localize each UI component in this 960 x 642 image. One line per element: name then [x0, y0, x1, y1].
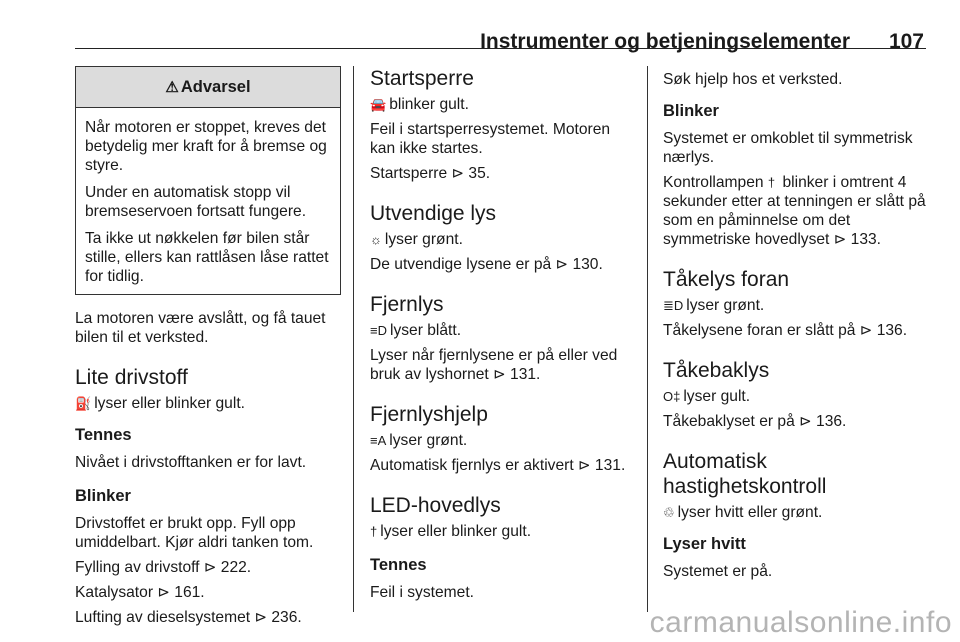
- reference-arrow-icon: ⊳: [555, 256, 569, 273]
- reference-label: Lufting av dieselsystemet: [75, 609, 251, 626]
- section-heading-led-hovedlys: LED-hovedlys: [370, 494, 501, 517]
- status-line: [370, 522, 635, 541]
- reference-arrow-icon: ⊳: [799, 413, 812, 430]
- reference-page[interactable]: 35.: [468, 165, 491, 182]
- body-text: [663, 321, 931, 340]
- body-text-main: Tåkelysene foran er slått på: [663, 322, 856, 339]
- body-text-main: Kontrollampen: [663, 174, 764, 191]
- status-text: lyser grønt.: [686, 297, 765, 314]
- section-heading-hastighetskontroll: hastighetskontroll: [663, 475, 827, 498]
- status-line: [75, 394, 341, 413]
- body-text: Systemet er omkoblet til symmetrisk nærlys.: [663, 130, 913, 166]
- sub-heading-tennes: Tennes: [370, 556, 427, 574]
- body-text-main: Automatisk fjernlys er aktivert: [370, 457, 574, 474]
- warning-title: Advarsel: [180, 77, 251, 96]
- section-heading-startsperre: Startsperre: [370, 67, 474, 90]
- body-text: Drivstoffet er brukt opp. Fyll opp umiddelbart. Kjør aldri tanken tom.: [75, 515, 314, 551]
- warning-header: [76, 67, 340, 108]
- watermark: carmanualsonline.info: [649, 606, 952, 639]
- sub-heading-lyser-hvitt: Lyser hvitt: [663, 535, 746, 553]
- body-text: Feil i systemet.: [370, 584, 474, 601]
- section-heading-automatisk: Automatisk: [663, 450, 767, 473]
- reference-arrow-icon: ⊳: [493, 366, 506, 383]
- towing-paragraph: La motoren være avslått, og få tauet bilen til et verksted.: [75, 310, 326, 346]
- body-text-main: Tåkebaklyset er på: [663, 413, 795, 430]
- rear-fog-light-icon: O‡: [663, 389, 681, 404]
- status-text: lyser eller blinker gult.: [380, 523, 532, 540]
- status-text: blinker gult.: [389, 96, 469, 113]
- cross-reference: [75, 558, 341, 577]
- body-text: Nivået i drivstofftanken er for lavt.: [75, 454, 307, 471]
- high-beam-icon: ≡D: [370, 323, 387, 338]
- warning-paragraph: Når motoren er stoppet, kreves det betydelig mer kraft for å bremse og styre.: [85, 119, 327, 174]
- high-beam-assist-icon: ≡A: [370, 433, 387, 448]
- sub-heading-blinker: Blinker: [663, 102, 719, 120]
- status-line: [370, 95, 635, 114]
- body-text-main: De utvendige lysene er på: [370, 256, 552, 273]
- led-headlight-icon: †: [767, 175, 776, 190]
- status-line: [663, 387, 931, 406]
- status-line: [663, 503, 931, 522]
- status-line: [663, 296, 931, 315]
- reference-arrow-icon: ⊳: [578, 457, 591, 474]
- reference-page[interactable]: 131.: [594, 457, 626, 474]
- reference-arrow-icon: ⊳: [451, 165, 465, 182]
- fuel-pump-icon: ⛽: [75, 396, 92, 411]
- status-text: lyser eller blinker gult.: [94, 395, 245, 412]
- body-text: Systemet er på.: [663, 563, 773, 580]
- sub-heading-blinker: Blinker: [75, 487, 131, 505]
- body-text: [370, 346, 635, 384]
- cross-reference: [75, 583, 341, 602]
- sub-heading-tennes: Tennes: [75, 426, 132, 444]
- body-text-main: blinker i omtrent 4 sekunder etter at tenningen er slått på som en påminnelse om det symmetriske hovedlyset: [663, 174, 926, 248]
- status-text: lyser grønt.: [384, 231, 463, 248]
- warning-paragraph: Under en automatisk stopp vil bremseservoen fortsatt fungere.: [85, 184, 307, 220]
- page-number: 107: [888, 30, 924, 53]
- section-heading-fjernlyshjelp: Fjernlyshjelp: [370, 403, 488, 426]
- warning-box: [75, 66, 341, 295]
- reference-page[interactable]: 130.: [572, 256, 603, 273]
- column-divider-1: [353, 66, 354, 612]
- reference-label: Fylling av drivstoff: [75, 559, 200, 576]
- reference-page[interactable]: 136.: [876, 322, 908, 339]
- status-text: lyser hvitt eller grønt.: [677, 504, 823, 521]
- front-fog-light-icon: ≣D: [663, 298, 684, 313]
- reference-arrow-icon: ⊳: [157, 584, 170, 601]
- body-text: [663, 173, 931, 249]
- immobilizer-car-icon: 🚘: [370, 97, 387, 112]
- column-3: [663, 66, 931, 587]
- status-line: [370, 431, 635, 450]
- cross-reference: [370, 164, 635, 183]
- header-title: Instrumenter og betjeningselementer: [480, 30, 850, 53]
- section-heading-utvendige-lys: Utvendige lys: [370, 202, 497, 225]
- body-text: Søk hjelp hos et verksted.: [663, 71, 843, 88]
- reference-page[interactable]: 236.: [271, 609, 302, 626]
- body-text-main: Lyser når fjernlysene er på eller ved bruk av lyshornet: [370, 347, 618, 383]
- reference-page[interactable]: 133.: [850, 231, 882, 248]
- body-text: Feil i startsperresystemet. Motoren kan ikke startes.: [370, 121, 611, 157]
- section-heading-takebaklys: Tåkebaklys: [663, 359, 770, 382]
- column-2: [370, 66, 635, 608]
- column-divider-2: [647, 66, 648, 612]
- body-text: [370, 456, 635, 475]
- warning-body: [76, 108, 340, 294]
- reference-page[interactable]: 136.: [816, 413, 847, 430]
- body-text: [370, 255, 635, 274]
- reference-page[interactable]: 161.: [174, 584, 205, 601]
- warning-paragraph: Ta ikke ut nøkkelen før bilen står stille, ellers kan rattlåsen låse rattet for tidlig.: [85, 230, 329, 285]
- status-text: lyser gult.: [683, 388, 751, 405]
- status-text: lyser blått.: [389, 322, 462, 339]
- reference-page[interactable]: 222.: [220, 559, 252, 576]
- section-heading-fjernlys: Fjernlys: [370, 293, 444, 316]
- cruise-control-icon: ♲: [663, 505, 675, 520]
- page-header: [75, 14, 926, 53]
- exterior-lights-icon: ☼: [370, 232, 382, 247]
- status-line: [370, 230, 635, 249]
- cross-reference: [75, 608, 341, 627]
- body-text: [663, 412, 931, 431]
- reference-arrow-icon: ⊳: [833, 231, 847, 248]
- column-1: [75, 66, 341, 633]
- reference-label: Startsperre: [370, 165, 448, 182]
- section-heading-takelys-foran: Tåkelys foran: [663, 268, 790, 291]
- status-text: lyser grønt.: [389, 432, 468, 449]
- reference-page[interactable]: 131.: [510, 366, 541, 383]
- reference-label: Katalysator: [75, 584, 154, 601]
- reference-arrow-icon: ⊳: [859, 322, 873, 339]
- reference-arrow-icon: ⊳: [203, 559, 217, 576]
- reference-arrow-icon: ⊳: [254, 609, 268, 626]
- status-line: [370, 321, 635, 340]
- warning-triangle-icon: ⚠: [165, 78, 179, 96]
- led-headlight-icon: †: [370, 524, 378, 539]
- section-heading-lite-drivstoff: Lite drivstoff: [75, 366, 188, 389]
